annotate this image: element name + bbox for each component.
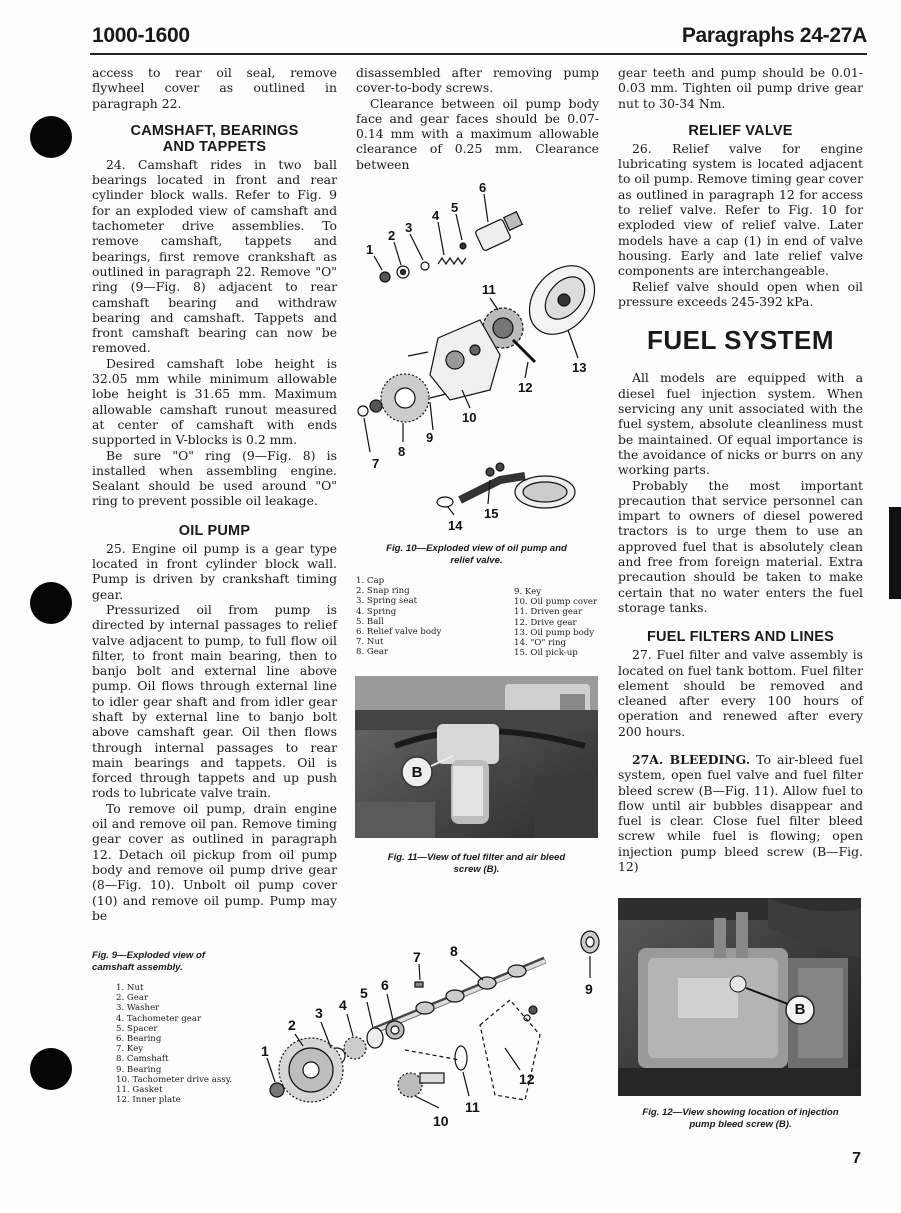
fig9-callout-3: 3 <box>315 1005 323 1021</box>
paragraph-27a <box>618 752 863 874</box>
fig10-legend-item: 3. Spring seat <box>356 596 418 607</box>
fig9-callout-11: 11 <box>465 1099 480 1115</box>
text-column-3 <box>618 65 863 874</box>
fig10-legend-item: 1. Cap <box>356 576 385 586</box>
heading-fuel-filters: FUEL FILTERS AND LINES <box>647 629 834 646</box>
paragraph-27a-heading: 27A. BLEEDING. <box>632 751 751 767</box>
fig10-legend-item: 13. Oil pump body <box>514 627 595 638</box>
heading-camshaft <box>92 123 337 155</box>
fig10-legend-item: 12. Drive gear <box>514 617 577 628</box>
fig9-caption-line2: camshaft assembly. <box>92 961 183 973</box>
fig10-legend-right <box>514 587 614 658</box>
paragraph-gear-teeth: gear teeth and pump should be 0.01-0.03 mm. Tighten oil pump drive gear nut to 30-34 Nm. <box>618 65 863 111</box>
paragraph-25: 25. Engine oil pump is a gear type located in front cylinder block wall. Pump is driven by crankshaft timing gear. <box>92 540 337 602</box>
fig10-callout-2: 2 <box>388 228 396 243</box>
paragraph-25c: To remove oil pump, drain engine oil and remove oil pan. Remove timing gear cover as outlined in paragraph 12. Detach oil pickup from oil pump body and remove oil pump drive gear (8—Fig. 10). Unbolt oil pump cover (10) and remove oil pump. Pump may be <box>92 800 337 923</box>
paragraph-pump-disassembly: disassembled after removing pump cover-to-body screws. <box>356 65 599 96</box>
fig10-legend-item: 10. Oil pump cover <box>514 597 598 608</box>
binder-hole-top <box>30 116 72 158</box>
fig9-callout-6: 6 <box>381 977 389 993</box>
fig10-legend-item: 2. Snap ring <box>356 586 410 597</box>
fig10-callout-12: 12 <box>518 380 533 395</box>
page-number: 7 <box>852 1150 861 1167</box>
section-edge-tab <box>889 507 901 599</box>
fig9-legend-item: 4. Tachometer gear <box>116 1013 202 1024</box>
fig9-legend-item: 1. Nut <box>116 983 144 993</box>
fig10-legend-item: 7. Nut <box>356 637 384 648</box>
paragraph-fuel-1: All models are equipped with a diesel fuel injection system. When servicing any unit associated with the fuel system, absolute cleanliness must be maintained. Of equal importance is the avoidance of nicks or burrs on any working parts. <box>618 370 863 478</box>
fig9-callout-2: 2 <box>288 1017 296 1033</box>
heading-relief-valve: RELIEF VALVE <box>688 122 793 139</box>
fig11-photo <box>355 676 598 838</box>
paragraph-24: 24. Camshaft rides in two ball bearings located in front and rear cylinder block walls. Refer to Fig. 9 for an exploded view of camshaft and tachometer drive assemblies. To remove camshaft, tappets and bearings, first remove crankshaft as outlined in paragraph 22. Remove "O" ring (9—Fig. 8) adjacent to rear camshaft bearing and withdraw bearing and camshaft. Tappets and front camshaft bearing can now be removed. <box>92 156 337 356</box>
fig10-callout-1: 1 <box>366 242 374 257</box>
fig9-legend-item: 2. Gear <box>116 993 149 1004</box>
paragraph-26: 26. Relief valve for engine lubricating system is located adjacent to oil pump. Remove timing gear cover as outlined in paragraph 12 for access to relief valve. Refer to Fig. 10 for exploded view of relief valve. Later models have a cap (1) in end of valve housing. Early and late relief valve components are interchangeable. <box>618 140 863 279</box>
fig9-callout-7: 7 <box>413 949 421 965</box>
fig10-callout-13: 13 <box>572 360 587 375</box>
fig10-callout-7: 7 <box>372 456 380 471</box>
binder-hole-middle <box>30 582 72 624</box>
fig10-caption-line1: Fig. 10—Exploded view of oil pump and <box>386 543 567 554</box>
fig11-caption <box>354 852 599 875</box>
heading-camshaft-line1: CAMSHAFT, BEARINGS <box>130 122 299 139</box>
fig10-legend-item: 14. "O" ring <box>514 638 566 649</box>
fig9-callout-5: 5 <box>360 985 368 1001</box>
fig10-callout-9: 9 <box>426 430 434 445</box>
fig9-legend-item: 9. Bearing <box>116 1064 162 1075</box>
paragraph-24b: Desired camshaft lobe height is 32.05 mm while minimum allowable lobe height is 31.65 mm. Maximum allowable camshaft runout measured at center of camshaft with ends supported in V-blocks is 0.2 mm. <box>92 355 337 448</box>
fig10-callout-8: 8 <box>398 444 406 459</box>
fig10-legend-item: 15. Oil pick-up <box>514 648 578 659</box>
fig9-legend-item: 8. Camshaft <box>116 1054 169 1065</box>
fig10-legend-item: 4. Spring <box>356 606 397 617</box>
fig10-legend-item: 8. Gear <box>356 647 389 658</box>
fig9-legend <box>116 983 276 1105</box>
fig9-callout-8: 8 <box>450 943 458 959</box>
fig10-callout-11: 11 <box>482 282 496 297</box>
paragraph-25b: Pressurized oil from pump is directed by internal passages to relief valve adjacent to pump, to full flow oil filter, to front main bearing, then to banjo bolt and external line above pump. Oil flows through external line to idler gear shaft and from idler gear shaft by external line to banjo bolt above camshaft gear. Oil then flows through internal passages to rear main bearings and tappets. Oil is forced through tappets and up push rods to lubricate valve train. <box>92 601 337 801</box>
fig10-legend-item: 5. Ball <box>356 616 384 627</box>
fig10-caption <box>354 543 599 566</box>
fig10-callout-10: 10 <box>462 410 477 425</box>
header-paragraphs: Paragraphs 24-27A <box>681 24 867 47</box>
fig12-label-b: B <box>794 1001 806 1018</box>
paragraph-intro: access to rear oil seal, remove flywheel cover as outlined in paragraph 22. <box>92 65 337 111</box>
fig9-callout-9: 9 <box>585 981 593 997</box>
fig9-callout-10: 10 <box>433 1113 449 1129</box>
fig10-callout-4: 4 <box>432 208 440 223</box>
heading-camshaft-line2: AND TAPPETS <box>162 138 267 155</box>
fig9-legend-item: 6. Bearing <box>116 1034 162 1045</box>
fig10-caption-line2: relief valve. <box>450 554 503 566</box>
text-column-1 <box>92 65 337 923</box>
fig9-callout-12: 12 <box>519 1071 535 1087</box>
fig12-photo-art <box>618 898 861 1096</box>
fig12-caption-line2: pump bleed screw (B). <box>689 1118 792 1130</box>
fig10-callout-14: 14 <box>448 518 463 533</box>
fig9-legend-item: 7. Key <box>116 1044 144 1055</box>
fig9-camshaft-drawing <box>255 930 605 1130</box>
fig10-legend-item: 11. Driven gear <box>514 607 583 618</box>
fig10-legend-item: 6. Relief valve body <box>356 627 442 638</box>
fig10-legend-item: 9. Key <box>514 587 542 597</box>
paragraph-26b: Relief valve should open when oil pressure exceeds 245-392 kPa. <box>618 278 863 309</box>
fig12-caption <box>618 1107 863 1130</box>
text-column-2 <box>356 65 599 172</box>
fig11-caption-line1: Fig. 11—View of fuel filter and air bleed <box>387 852 566 863</box>
fig9-caption <box>92 950 242 973</box>
fig9-legend-item: 12. Inner plate <box>116 1095 181 1106</box>
fig9-legend-item: 5. Spacer <box>116 1023 158 1034</box>
fig10-callout-3: 3 <box>405 220 413 235</box>
fig12-caption-line1: Fig. 12—View showing location of injection <box>642 1107 839 1118</box>
paragraph-27a-body: To air-bleed fuel system, open fuel valve and fuel filter bleed screw (B—Fig. 11). Allow fuel to flow until air bubbles disappear and fuel is clear. Close fuel filter bleed screw while fuel is flowing; open injection pump bleed screw (B—Fig. 12) <box>618 751 863 875</box>
paragraph-27: 27. Fuel filter and valve assembly is located on fuel tank bottom. Fuel filter element should be removed and cleaned after every 100 hours of operation and renewed after every 200 hours. <box>618 647 863 739</box>
heading-oil-pump: OIL PUMP <box>178 522 251 539</box>
fig10-oil-pump-drawing <box>350 180 615 540</box>
paragraph-clearance: Clearance between oil pump body face and gear faces should be 0.07-0.14 mm with a maximum allowable clearance of 0.25 mm. Clearance between <box>356 95 599 172</box>
fig11-label-b: B <box>411 764 423 781</box>
paragraph-fuel-2: Probably the most important precaution that service personnel can impart to owners of diesel powered tractors is to urge them to use an approved fuel that is absolutely clean and free from foreign material. Extra precaution should be taken to make certain that no water enters the fuel storage tanks. <box>618 477 863 615</box>
fig10-legend-left <box>356 576 476 658</box>
fig9-legend-item: 3. Washer <box>116 1003 160 1014</box>
fig12-photo <box>618 898 861 1096</box>
fig9-callout-1: 1 <box>261 1043 269 1059</box>
fig10-callout-5: 5 <box>451 200 459 215</box>
header-rule <box>90 53 867 55</box>
fig9-callout-4: 4 <box>339 997 347 1013</box>
fig11-caption-line2: screw (B). <box>453 863 500 875</box>
fig10-callout-6: 6 <box>479 180 487 195</box>
fig11-photo-art <box>355 676 598 838</box>
fig9-legend-item: 10. Tachometer drive assy. <box>116 1074 233 1085</box>
header-model-range: 1000-1600 <box>92 24 190 47</box>
fig10-callout-15: 15 <box>484 506 499 521</box>
paragraph-24c: Be sure "O" ring (9—Fig. 8) is installed when assembling engine. Sealant should be used around "O" ring to prevent possible oil leakage. <box>92 447 337 509</box>
binder-hole-bottom <box>30 1048 72 1090</box>
fig9-caption-line1: Fig. 9—Exploded view of <box>92 950 206 961</box>
fig9-legend-item: 11. Gasket <box>116 1085 163 1096</box>
heading-fuel-system: FUEL SYSTEM <box>646 325 835 356</box>
